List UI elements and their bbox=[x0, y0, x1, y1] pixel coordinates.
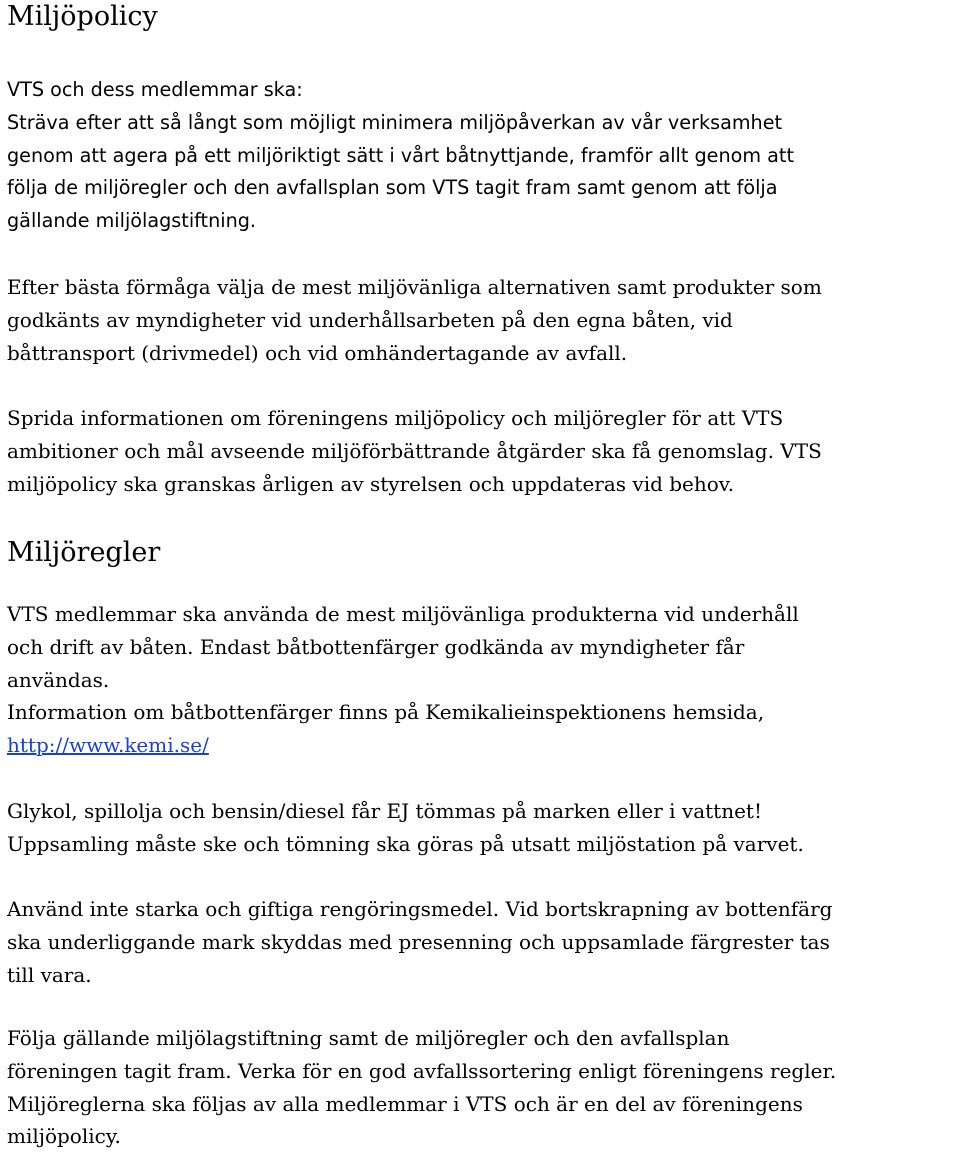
paragraph-line: Efter bästa förmåga välja de mest miljövänliga alternativen samt produkter som bbox=[7, 275, 822, 299]
paragraph-line: miljöpolicy. bbox=[7, 1124, 121, 1149]
intro-line: VTS och dess medlemmar ska: bbox=[7, 78, 303, 101]
paragraph-line: ska underliggande mark skyddas med presenning och uppsamlade färgrester tas bbox=[7, 929, 830, 954]
paragraph-line: Följa gällande miljölagstiftning samt de miljöregler och den avfallsplan bbox=[7, 1026, 730, 1050]
paragraph-line: Uppsamling måste ske och tömning ska göras på utsatt miljöstation på varvet. bbox=[7, 831, 804, 856]
heading-miljoregler: Miljöregler bbox=[7, 537, 161, 568]
intro-line: gällande miljölagstiftning. bbox=[7, 209, 257, 233]
link-line bbox=[7, 729, 799, 762]
paragraph-line: användas. bbox=[7, 667, 110, 692]
paragraph-line: Miljöreglerna ska följas av alla medlemmar i VTS och är en del av föreningens bbox=[7, 1091, 803, 1116]
paragraph-products bbox=[7, 271, 822, 369]
paragraph-line: och drift av båten. Endast båtbottenfärger godkända av myndigheter får bbox=[7, 634, 745, 659]
paragraph-line: båttransport (drivmedel) och vid omhändertagande av avfall. bbox=[7, 340, 628, 365]
paragraph-line: föreningen tagit fram. Verka för en god avfallssortering enligt föreningens regler. bbox=[7, 1058, 837, 1083]
paragraph-line: Sprida informationen om föreningens miljöpolicy och miljöregler för att VTS bbox=[7, 406, 784, 430]
intro-line: Sträva efter att så långt som möjligt minimera miljöpåverkan av vår verksamhet bbox=[7, 110, 783, 134]
paragraph-line: Information om båtbottenfärger finns på Kemikalieinspektionens hemsida, bbox=[7, 700, 765, 725]
paragraph-line: ambitioner och mål avseende miljöförbättrande åtgärder ska få genomslag. VTS bbox=[7, 438, 822, 463]
intro-line: genom att agera på ett miljöriktigt sätt i vårt båtnyttjande, framför allt genom att bbox=[7, 143, 794, 167]
paragraph-glycol bbox=[7, 795, 804, 861]
paragraph-line: Använd inte starka och giftiga rengöringsmedel. Vid bortskrapning av bottenfärg bbox=[7, 897, 833, 921]
paragraph-line: till vara. bbox=[7, 962, 92, 987]
paragraph-line: miljöpolicy ska granskas årligen av styrelsen och uppdateras vid behov. bbox=[7, 471, 735, 496]
intro-line: följa de miljöregler och den avfallsplan som VTS tagit fram samt genom att följa bbox=[7, 176, 778, 200]
paragraph-cleaning bbox=[7, 893, 832, 991]
heading-miljopolicy: Miljöpolicy bbox=[7, 1, 158, 32]
paragraph-maintenance bbox=[7, 598, 799, 762]
paragraph-information bbox=[7, 402, 822, 500]
paragraph-legislation bbox=[7, 1022, 836, 1153]
intro-paragraph bbox=[7, 74, 794, 238]
paragraph-line: Glykol, spillolja och bensin/diesel får EJ tömmas på marken eller i vattnet! bbox=[7, 799, 763, 823]
paragraph-line: VTS medlemmar ska använda de mest miljövänliga produkterna vid underhåll bbox=[7, 602, 799, 626]
paragraph-line: godkänts av myndigheter vid underhållsarbeten på den egna båten, vid bbox=[7, 307, 733, 332]
kemi-link[interactable]: http://www.kemi.se/ bbox=[7, 733, 209, 758]
